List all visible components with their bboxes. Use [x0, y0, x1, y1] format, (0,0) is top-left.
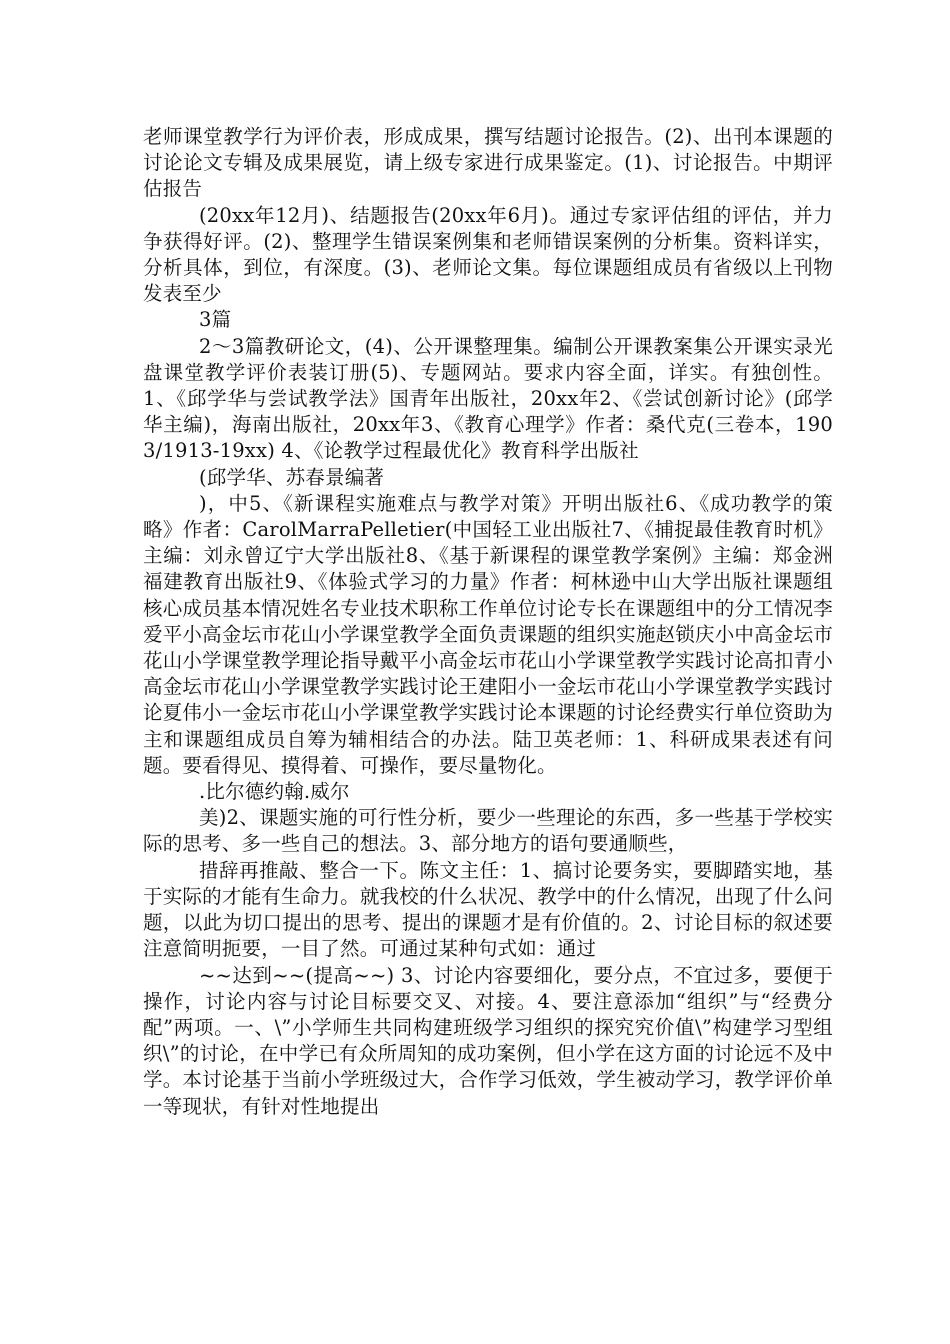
paragraph-2: (20xx年12月)、结题报告(20xx年6月)。通过专家评估组的评估，并力争获得好评。(2)、整理学生错误案例集和老师错误案例的分析集。资料详实，分析具体，到位，有深度。(3)、老师论文集。每位课题组成员有省级以上刊物发表至少 [143, 203, 833, 306]
paragraph-8: 美)2、课题实施的可行性分析，要少一些理论的东西，多一些基于学校实际的思考、多一些自己的想法。3、部分地方的语句要通顺些， [143, 806, 833, 856]
paragraph-4: 2～3篇教研论文，(4)、公开课整理集。编制公开课教案集公开课实录光盘课堂教学评价表装订册(5)、专题网站。要求内容全面，详实。有独创性。1、《邱学华与尝试教学法》国青年出版社，20xx年2、《尝试创新讨论》(邱学华主编)，海南出版社，20xx年3、《教育心理学》作者：桑代克(三卷本，1903/1913-19xx) 4、《论教学过程最优化》教育科学出版社 [143, 334, 833, 463]
paragraph-1: 老师课堂教学行为评价表，形成成果，撰写结题讨论报告。(2)、出刊本课题的讨论论文专辑及成果展览，请上级专家进行成果鉴定。(1)、讨论报告。中期评估报告 [143, 125, 833, 201]
paragraph-9: 措辞再推敲、整合一下。陈文主任：1、搞讨论要务实，要脚踏实地，基于实际的才能有生命力。就我校的什么状况、教学中的什么情况，出现了什么问题，以此为切口提出的思考、提出的课题才是有价值的。2、讨论目标的叙述要注意简明扼要，一目了然。可通过某种句式如：通过 [143, 858, 833, 961]
paragraph-6: )，中5、《新课程实施难点与教学对策》开明出版社6、《成功教学的策略》作者：CarolMarraPelletier(中国轻工业出版社7、《捕捉最佳教育时机》主编：刘永曾辽宁大学出版社8、《基于新课程的课堂教学案例》主编：郑金洲福建教育出版社9、《体验式学习的力量》作者：柯林逊中山大学出版社课题组核心成员基本情况姓名专业技术职称工作单位讨论专长在课题组中的分工情况李爱平小高金坛市花山小学课堂教学全面负责课题的组织实施赵锁庆小中高金坛市花山小学课堂教学理论指导戴平小高金坛市花山小学课堂教学实践讨论高扣青小高金坛市花山小学课堂教学实践讨论王建阳小一金坛市花山小学课堂教学实践讨论夏伟小一金坛市花山小学课堂教学实践讨论本课题的讨论经费实行单位资助为主和课题组成员自筹为辅相结合的办法。陆卫英老师：1、科研成果表述有问题。要看得见、摸得着、可操作，要尽量物化。 [143, 491, 833, 777]
paragraph-7: .比尔德约翰.威尔 [199, 780, 350, 804]
paragraph-3: 3篇 [199, 308, 232, 332]
paragraph-5: (邱学华、苏春景编著 [199, 465, 385, 489]
paragraph-10: ~~达到~~(提高~~) 3、讨论内容要细化，要分点，不宜过多，要便于操作，讨论内容与讨论目标要交叉、对接。4、要注意添加“组织”与“经费分配”两项。一、\”小学师生共同构建班级学习组织的探究究价值\”构建学习型组织\”的讨论，在中学已有众所周知的成功案例，但小学在这方面的讨论远不及中学。本讨论基于当前小学班级过大，合作学习低效，学生被动学习，教学评价单一等现状，有针对性地提出 [143, 963, 833, 1118]
document-body [143, 124, 833, 1120]
